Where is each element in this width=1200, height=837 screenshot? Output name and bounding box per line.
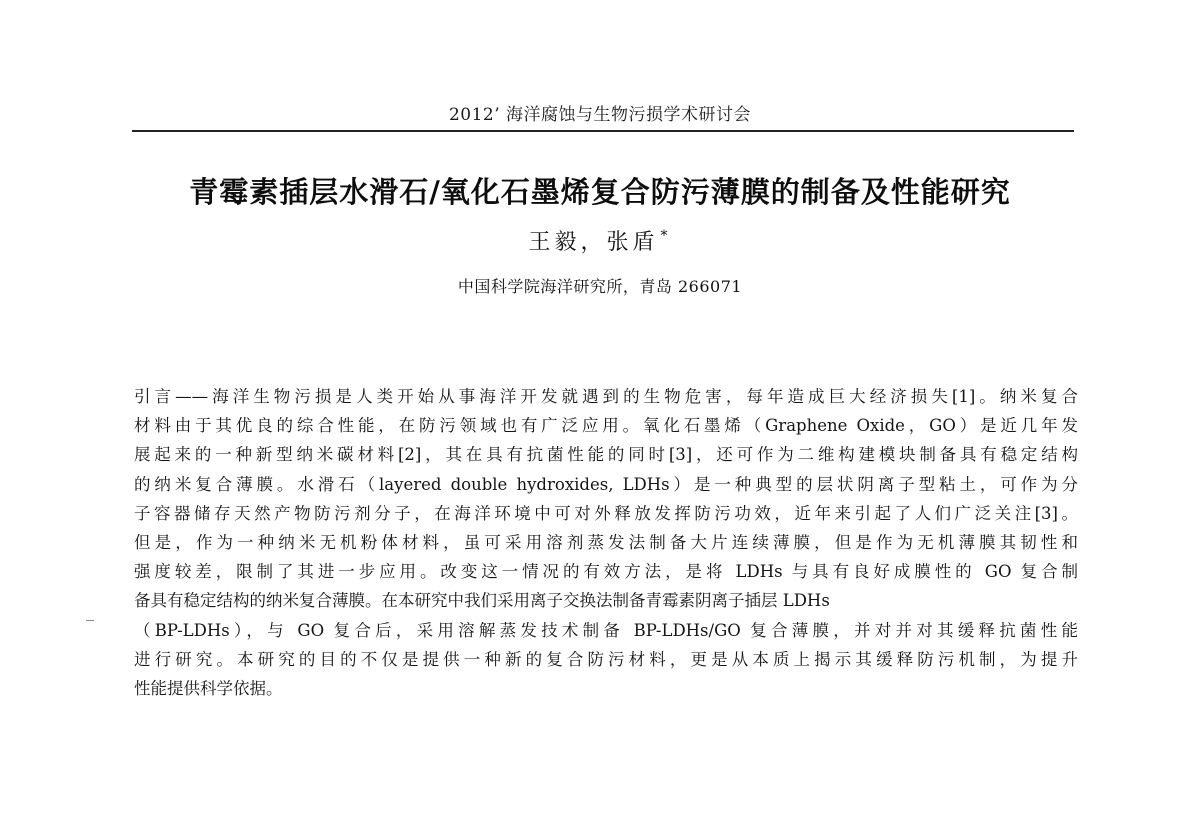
introduction-paragraph <box>134 382 1078 703</box>
paragraph-line: 强度较差，限制了其进一步应用。改变这一情况的有效方法，是将 LDHs 与具有良好成膜性的 GO 复合制 <box>134 562 1078 582</box>
paper-title: 青霉素插层水滑石/氧化石墨烯复合防污薄膜的制备及性能研究 <box>189 175 1011 209</box>
paragraph-line: 的纳米复合薄膜。水滑石（layered double hydroxides, LDHs）是一种典型的层状阴离子型粘土，可作为分 <box>134 474 1078 494</box>
affiliation: 中国科学院海洋研究所，青岛 266071 <box>457 277 743 296</box>
paragraph-line: 但是，作为一种纳米无机粉体材料，虽可采用溶剂蒸发法制备大片连续薄膜，但是作为无机薄膜其韧性和 <box>134 533 1078 553</box>
scan-artifact <box>86 620 94 621</box>
conference-header: 2012’ 海洋腐蚀与生物污损学术研讨会 <box>448 105 752 125</box>
authors-line <box>0 225 1200 256</box>
header-divider <box>132 130 1074 132</box>
paragraph-line: 性能提供科学依据。 <box>134 679 283 699</box>
paragraph-line: 进行研究。本研究的目的不仅是提供一种新的复合防污材料，更是从本质上揭示其缓释防污机制，为提升 <box>134 649 1078 669</box>
paragraph-line: 子容器储存天然产物防污剂分子，在海洋环境中可对外释放发挥防污功效，近年来引起了人们广泛关注[3]。 <box>134 503 1078 523</box>
author-names: 王毅，张盾 <box>528 230 659 255</box>
paragraph-line: （BP-LDHs），与 GO 复合后，采用溶解蒸发技术制备 BP-LDHs/GO 复合薄膜，并对并对其缓释抗菌性能 <box>134 620 1078 640</box>
paragraph-line: 引言——海洋生物污损是人类开始从事海洋开发就遇到的生物危害，每年造成巨大经济损失[1]。纳米复合 <box>134 387 1078 406</box>
paragraph-line: 材料由于其优良的综合性能，在防污领域也有广泛应用。氧化石墨烯（Graphene Oxide，GO）是近几年发 <box>134 416 1078 436</box>
corresponding-author-mark: * <box>660 228 672 244</box>
paragraph-line: 展起来的一种新型纳米碳材料[2]，其在具有抗菌性能的同时[3]，还可作为二维构建模块制备具有稳定结构 <box>134 445 1078 465</box>
paragraph-line: 备具有稳定结构的纳米复合薄膜。在本研究中我们采用离子交换法制备青霉素阴离子插层 LDHs <box>134 591 830 611</box>
